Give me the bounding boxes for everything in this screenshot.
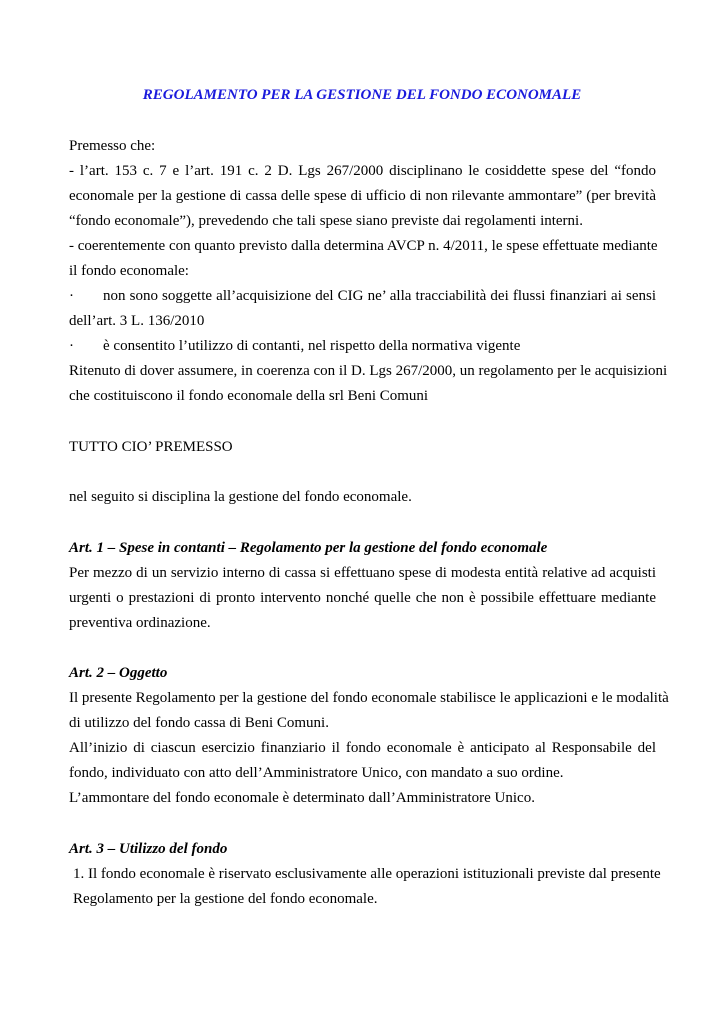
paragraph-line: “fondo economale”), prevedendo che tali spese siano previste dai regolamenti interni. <box>69 213 583 229</box>
paragraph-line: fondo, individuato con atto dell’Amministratore Unico, con mandato a suo ordine. <box>69 765 564 781</box>
bullet-dot: · <box>69 288 74 304</box>
document-title: REGOLAMENTO PER LA GESTIONE DEL FONDO ECONOMALE <box>142 87 582 103</box>
paragraph-line: nel seguito si disciplina la gestione del fondo economale. <box>69 489 412 505</box>
bullet-text: non sono soggette all’acquisizione del CIG ne’ alla tracciabilità dei flussi finanziari ai sensi <box>103 288 656 304</box>
paragraph-line: All’inizio di ciascun esercizio finanziario il fondo economale è anticipato al Responsabile del <box>69 740 656 756</box>
article-2-heading: Art. 2 – Oggetto <box>69 665 168 681</box>
paragraph-line: di utilizzo del fondo cassa di Beni Comuni. <box>69 715 329 731</box>
paragraph-line: che costituiscono il fondo economale della srl Beni Comuni <box>69 388 429 404</box>
premise-intro: Premesso che: <box>69 138 156 154</box>
paragraph-line: Per mezzo di un servizio interno di cassa si effettuano spese di modesta entità relative ad acquisti <box>69 565 656 581</box>
paragraph-line: - l’art. 153 c. 7 e l’art. 191 c. 2 D. Lgs 267/2000 disciplinano le cosiddette spese del “fondo <box>69 163 656 179</box>
paragraph-line: Regolamento per la gestione del fondo economale. <box>73 891 378 907</box>
paragraph-line: - coerentemente con quanto previsto dalla determina AVCP n. 4/2011, le spese effettuate mediante <box>69 238 658 254</box>
bullet-item <box>69 287 656 305</box>
bullet-item <box>69 337 520 355</box>
paragraph-line: urgenti o prestazioni di pronto intervento nonché quelle che non è possibile effettuare mediante <box>69 590 656 606</box>
paragraph-line: 1. Il fondo economale è riservato esclusivamente alle operazioni istituzionali previste dal presente <box>73 866 661 882</box>
paragraph-line: Il presente Regolamento per la gestione del fondo economale stabilisce le applicazioni e le modalità <box>69 690 669 706</box>
bullet-text: è consentito l’utilizzo di contanti, nel rispetto della normativa vigente <box>103 338 521 354</box>
bullet-dot: · <box>69 338 74 354</box>
paragraph-line: economale per la gestione di cassa delle spese di ufficio di non rilevante ammontare” (per brevità <box>69 188 656 204</box>
article-3-heading: Art. 3 – Utilizzo del fondo <box>69 841 228 857</box>
premise-closing: TUTTO CIO’ PREMESSO <box>69 439 233 455</box>
paragraph-line: il fondo economale: <box>69 263 189 279</box>
paragraph-line: dell’art. 3 L. 136/2010 <box>69 313 205 329</box>
paragraph-line: Ritenuto di dover assumere, in coerenza con il D. Lgs 267/2000, un regolamento per le acquisizioni <box>69 363 668 379</box>
article-1-heading: Art. 1 – Spese in contanti – Regolamento per la gestione del fondo economale <box>69 540 548 556</box>
paragraph-line: L’ammontare del fondo economale è determinato dall’Amministratore Unico. <box>69 790 535 806</box>
paragraph-line: preventiva ordinazione. <box>69 615 211 631</box>
